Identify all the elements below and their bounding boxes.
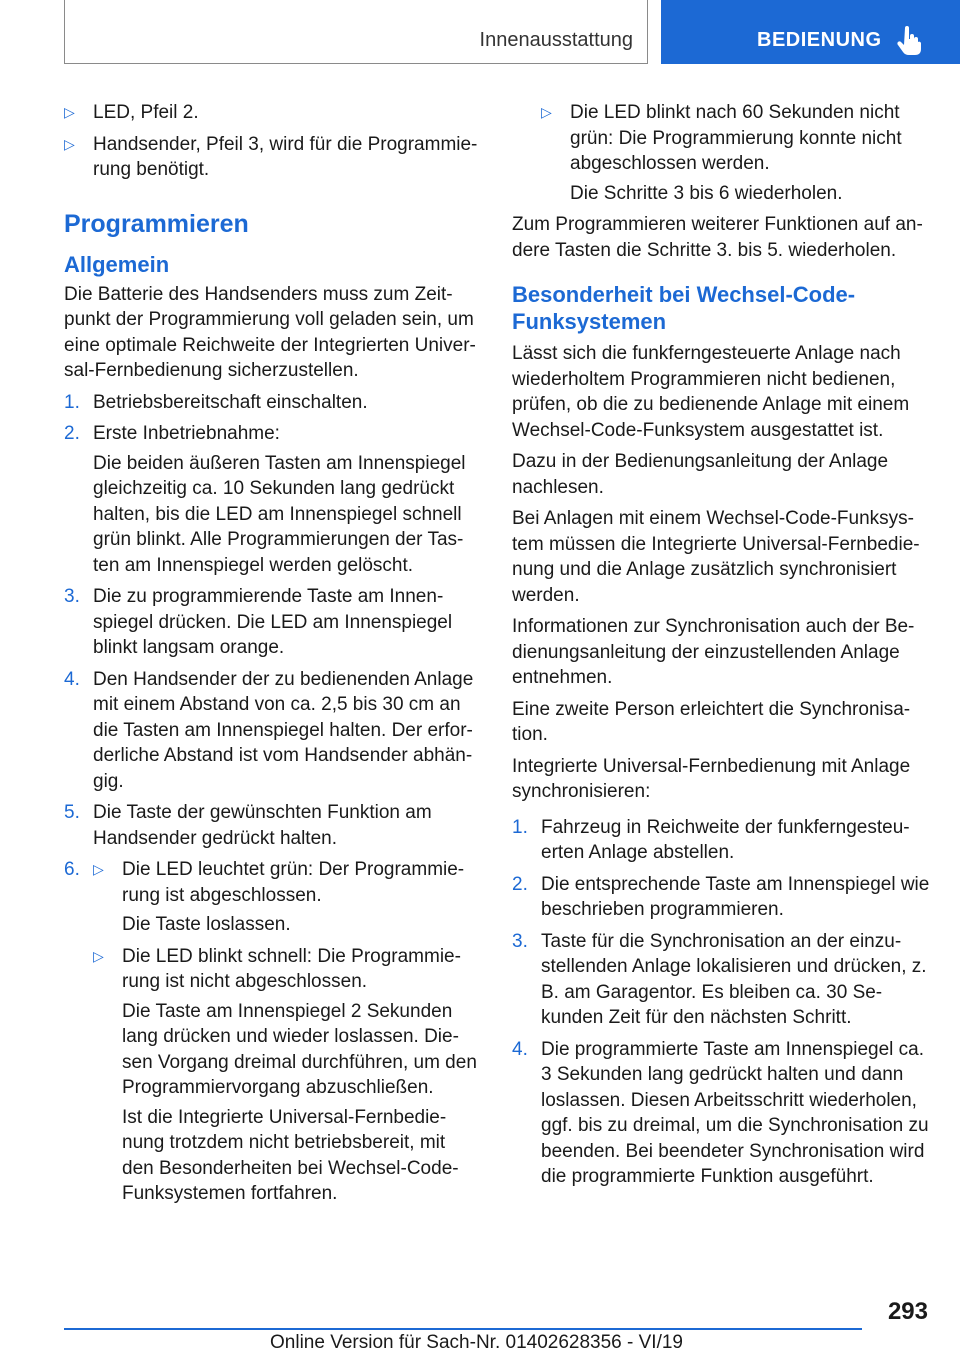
paragraph: Integrierte Universal-Fernbedienung mit Anlage synchronisieren:: [512, 755, 911, 802]
page-number: 293: [887, 1298, 928, 1325]
paragraph-intro: Die Batterie des Handsenders muss zum Zeit-punkt der Programmierung voll geladen sein, um eine optimale Reichweite der Integrierten Univer-sal-Fernbedienung sicherzustellen.: [64, 283, 476, 381]
paragraph: Informationen zur Synchronisation auch der Be-dienungsanleitung der einzustellenden Anlage entnehmen.: [512, 616, 915, 688]
triangle-bullet-icon: ▷: [93, 861, 104, 877]
step-item: 2. Die entsprechende Taste am Innenspiegel wie beschrieben programmieren.: [512, 873, 930, 920]
step-item: 2. Erste Inbetriebnahme: Die beiden äußeren Tasten am Innenspiegel gleichzeitig ca. 10 Sekunden lang gedrückt halten, bis die LED am Innenspiegel schnell grün blinkt. Alle Programmierungen der Tas-ten am Innenspiegel werden gelöscht.: [64, 423, 466, 576]
step-item: 4. Die programmierte Taste am Innenspiegel ca. 3 Sekunden lang gedrückt halten und dann loslassen. Diesen Arbeitsschritt wiederholen, ggf. bis zu dreimal, um die Synchronisation zu beenden. Bei beendeter Synchronisation wird die programmierte Funktion ausgeführt.: [512, 1038, 929, 1187]
header-section-box: [64, 0, 648, 64]
paragraph: Bei Anlagen mit einem Wechsel-Code-Funksys-tem müssen die Integrierte Universal-Fernbedie-nung und die Anlage zusätzlich synchronisiert werden.: [512, 508, 920, 606]
list-item: ▷ Die LED blinkt schnell: Die Programmie-rung ist nicht abgeschlossen. Die Taste am Innenspiegel 2 Sekunden lang drücken und wieder loslassen. Die-sen Vorgang dreimal durchführen, um den Programmiervorgang abzuschließen. Ist die Integrierte Universal-Fernbedie-nung trotzdem nicht betriebsbereit, mit den Besonderheiten bei Wechsel-Code-Funksystemen fortfahren.: [93, 945, 477, 1204]
list-item: ▷ Handsender, Pfeil 3, wird für die Programmie-rung benötigt.: [64, 133, 478, 180]
triangle-bullet-icon: ▷: [64, 135, 75, 152]
header-chapter-title: BEDIENUNG: [757, 29, 882, 51]
triangle-bullet-icon: ▷: [541, 104, 552, 120]
step-item: 1. Fahrzeug in Reichweite der funkferngesteu-erten Anlage abstellen.: [512, 816, 910, 863]
hand-pointer-icon: [896, 26, 922, 56]
paragraph: Zum Programmieren weiterer Funktionen auf an-dere Tasten die Schritte 3. bis 5. wiederholen.: [512, 214, 923, 261]
step-item: 3. Taste für die Synchronisation an der einzu-stellenden Anlage lokalisieren und drücken, z. B. am Garagentor. Es bleiben ca. 30 Se-kunden Zeit für den nächsten Schritt.: [512, 930, 927, 1028]
step-item: 6. ▷ Die LED leuchtet grün: Der Programmie-rung ist abgeschlossen. Die Taste loslassen. ▷ Die LED blinkt schnell: Die Programmie-rung ist nicht abgeschlossen. Die Taste am Innenspiegel 2 Sekunden lang drücken und wieder loslassen. Die-sen Vorgang dreimal durchführen, um den Programmiervorgang abzuschließen. Ist die Integrierte Universal-Fernbedie-nung trotzdem nicht betriebsbereit, mit den Besonderheiten bei Wechsel-Code-Funksystemen fortfahren.: [64, 857, 482, 1207]
footer-divider: [64, 1328, 862, 1330]
step-item: 3. Die zu programmierende Taste am Innen-spiegel drücken. Die LED am Innenspiegel blinkt langsam orange.: [64, 586, 453, 658]
step-item: 5. Die Taste der gewünschten Funktion am Handsender gedrückt halten.: [64, 802, 432, 849]
heading-programmieren: Programmieren: [64, 209, 249, 238]
right-column: [512, 100, 930, 1196]
heading-wechsel-code: Besonderheit bei Wechsel-Code-Funksystemen: [512, 282, 856, 334]
triangle-bullet-icon: ▷: [64, 104, 75, 120]
paragraph: Dazu in der Bedienungsanleitung der Anlage nachlesen.: [512, 451, 889, 498]
step-item: 1. Betriebsbereitschaft einschalten.: [64, 391, 368, 413]
list-item: ▷ Die LED blinkt nach 60 Sekunden nicht grün: Die Programmierung konnte nicht abgeschlossen werden. Die Schritte 3 bis 6 wiederholen.: [541, 102, 902, 204]
paragraph: Lässt sich die funkferngesteuerte Anlage nach wiederholtem Programmieren nicht bedienen, prüfen, ob die zu bedienende Anlage mit einem Wechsel-Code-Funksystem ausgestattet ist.: [512, 343, 910, 441]
footer-online-version: Online Version für Sach-Nr. 01402628356 - VI/19: [270, 1332, 683, 1353]
step-item: 4. Den Handsender der zu bedienenden Anlage mit einem Abstand von ca. 2,5 bis 30 cm an die Tasten am Innenspiegel halten. Der erfor-derliche Abstand ist vom Handsender abhän-gig.: [64, 668, 474, 792]
header-chapter-tab[interactable]: [661, 0, 960, 64]
header-section-title: Innenausstattung: [479, 29, 633, 51]
heading-allgemein: Allgemein: [64, 251, 170, 277]
list-item: ▷ LED, Pfeil 2.: [64, 100, 482, 126]
list-item: ▷ Die LED leuchtet grün: Der Programmie-rung ist abgeschlossen. Die Taste loslassen.: [93, 859, 465, 935]
paragraph: Eine zweite Person erleichtert die Synchronisa-tion.: [512, 698, 911, 745]
triangle-bullet-icon: ▷: [93, 947, 104, 964]
left-column: [64, 100, 482, 1213]
